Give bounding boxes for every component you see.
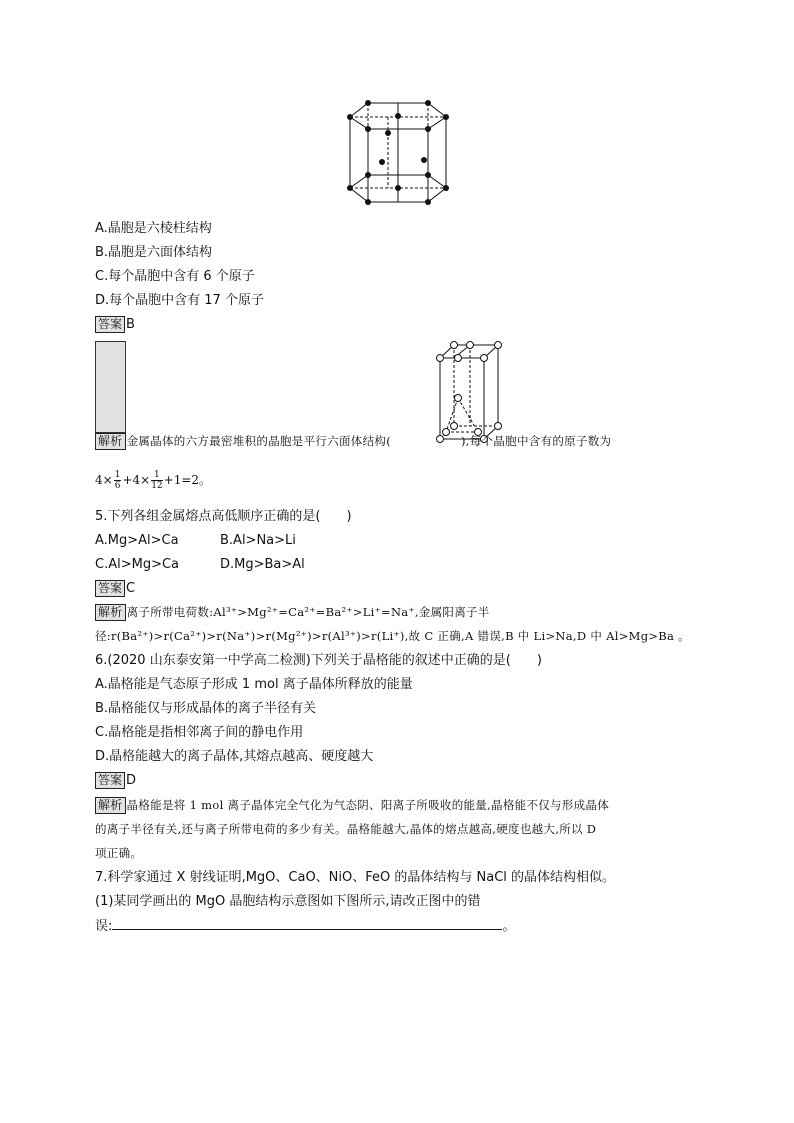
q6-analysis-line1: 解析 晶格能是将 1 mol 离子晶体完全气化为气态阴、阳离子所吸收的能量,晶格能不仅与形成晶体	[95, 796, 609, 814]
q6-answer	[95, 772, 136, 790]
q4-answer	[95, 316, 135, 334]
q6-option-b: B.晶格能仅与形成晶体的离子半径有关	[95, 701, 317, 716]
q6-analysis-line3: 项正确。	[95, 846, 143, 860]
hexagonal-prism-figure	[340, 95, 452, 215]
q4-option-b: B.晶胞是六面体结构	[95, 245, 213, 260]
q6-stem: 6.(2020 山东泰安第一中学高二检测)下列关于晶格能的叙述中正确的是( )	[95, 653, 542, 668]
q5-analysis-line1: 解析 离子所带电荷数:Al³⁺>Mg²⁺=Ca²⁺=Ba²⁺>Li⁺=Na⁺,金属阳离子半	[95, 603, 490, 621]
q7-sub1: (1)某同学画出的 MgO 晶胞结构示意图如下图所示,请改正图中的错	[95, 894, 481, 909]
q7-sub1-answer-line: 误: 。	[95, 919, 516, 934]
q6-option-c: C.晶格能是指相邻离子间的静电作用	[95, 725, 304, 740]
q5-option-d: D.Mg>Ba>Al	[220, 557, 305, 572]
q5-stem: 5.下列各组金属熔点高低顺序正确的是( )	[95, 509, 352, 524]
answer-value: D	[126, 773, 137, 788]
q5-option-a: A.Mg>Al>Ca	[95, 533, 179, 548]
q5-option-b: B.Al>Na>Li	[220, 533, 296, 548]
q5-answer	[95, 580, 135, 598]
q4-option-a: A.晶胞是六棱柱结构	[95, 221, 212, 236]
q6-analysis-line2: 的离子半径有关,还与离子所带电荷的多少有关。晶格能越大,晶体的熔点越高,硬度也越大,所以 D	[95, 822, 597, 836]
analysis-tag: 解析	[95, 797, 126, 814]
q6-option-a: A.晶格能是气态原子形成 1 mol 离子晶体所释放的能量	[95, 677, 413, 692]
q5-option-c: C.Al>Mg>Ca	[95, 557, 180, 572]
q4-analysis-post: ),每个晶胞中含有的原子数为	[461, 434, 612, 448]
analysis-tag: 解析	[95, 604, 126, 621]
q4-analysis-pre: 金属晶体的六方最密堆积的晶胞是平行六面体结构(	[126, 434, 391, 448]
q4-option-c: C.每个晶胞中含有 6 个原子	[95, 269, 255, 284]
analysis-tag-box	[95, 341, 126, 433]
answer-tag: 答案	[95, 580, 125, 597]
q6-option-d: D.晶格能越大的离子晶体,其熔点越高、硬度越大	[95, 749, 374, 764]
q7-stem: 7.科学家通过 X 射线证明,MgO、CaO、NiO、FeO 的晶体结构与 NaCl 的晶体结构相似。	[95, 870, 616, 885]
q5-analysis-line2: 径:r(Ba²⁺)>r(Ca²⁺)>r(Na⁺)>r(Mg²⁺)>r(Al³⁺)>r(Li⁺),故 C 正确,A 错误,B 中 Li>Na,D 中 Al>Mg>Ba 。	[95, 629, 690, 643]
fraction-1: $\frac{1}{6}$	[114, 470, 121, 491]
q4-formula: 4× $\frac{1}{6}$ +4× $\frac{1}{12}$ +1=2。	[95, 470, 212, 491]
answer-tag: 答案	[95, 772, 125, 789]
parallelepiped-figure	[432, 340, 506, 444]
q4-option-d: D.每个晶胞中含有 17 个原子	[95, 293, 264, 308]
answer-value: C	[126, 581, 136, 596]
answer-tag: 答案	[95, 316, 125, 333]
analysis-tag: 解析	[95, 433, 126, 450]
q4-analysis	[95, 432, 611, 450]
fraction-2: $\frac{1}{12}$	[151, 470, 163, 491]
answer-value: B	[126, 317, 135, 332]
answer-blank[interactable]	[112, 917, 502, 930]
